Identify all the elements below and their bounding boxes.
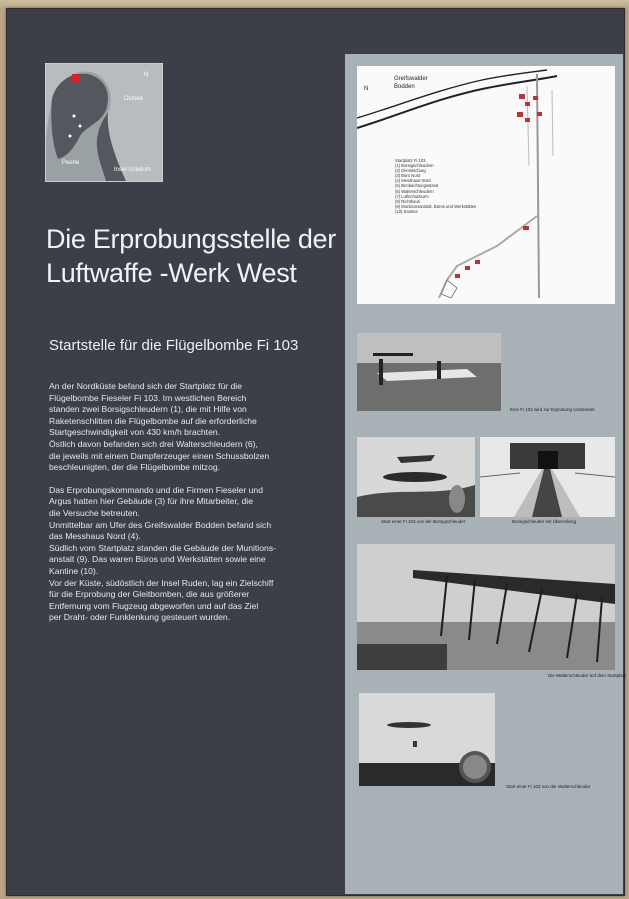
photo-caption: Borsigschleuder mit Überrollung bbox=[512, 519, 577, 524]
body-line: Entfernung vom Flugzeug abgeworfen und auf das Ziel bbox=[49, 600, 259, 611]
body-line: An der Nordküste befand sich der Startplatz für die bbox=[49, 381, 242, 391]
body-line: Östlich davon befanden sich drei Walterschleudern (6), bbox=[49, 438, 258, 449]
photo-caption: Die Walterschleuder auf dem Startplatz bbox=[548, 673, 627, 678]
body-line: die Versuche betreuten. bbox=[49, 507, 140, 518]
photo-caption: Eine Fi 103 wird zur Erprobung vorbereitet bbox=[510, 407, 595, 412]
body-line: Raketenschlitten die Flügelbombe auf die erforderliche bbox=[49, 415, 257, 426]
body-line: beschleunigten, der die Flügelbombe mitzog. bbox=[49, 462, 221, 473]
map-label-river: Peene bbox=[62, 160, 80, 166]
body-line: für die Erprobung der Gleitbomben, die aus größerer bbox=[49, 589, 250, 600]
north-marker: N bbox=[144, 72, 149, 78]
legend-item: (6) Walterschleudern bbox=[395, 188, 434, 194]
body-line: anstalt (9). Das waren Büros und Werkstätten sowie eine bbox=[49, 554, 266, 565]
body-line: Startgeschwindigkeit von 430 km/h brachten. bbox=[49, 427, 221, 438]
body-line: Das Erprobungskommando und die Firmen Fieseler und bbox=[49, 484, 263, 495]
photo-borsig-catapult bbox=[480, 437, 615, 517]
site-plan-map bbox=[357, 66, 615, 304]
legend-item: (5) Beobachtungsstand bbox=[395, 183, 439, 189]
plan-water-label-1: Greifswalder bbox=[394, 76, 428, 82]
legend-item: Startplatz Fi 103 bbox=[395, 158, 426, 163]
title-line-2: Luftwaffe -Werk West bbox=[46, 258, 297, 288]
legend-item: (4) Messhaus Nord bbox=[395, 178, 431, 184]
body-line: Vor der Küste, südöstlich der Insel Ruden, lag ein Zielschiff bbox=[49, 577, 274, 588]
legend-item: (10) Kantine bbox=[395, 208, 418, 214]
legend-item: (3) Büro Nord bbox=[395, 173, 421, 179]
map-label-sea: Ostsee bbox=[124, 96, 144, 102]
body-line: das Messhaus Nord (4). bbox=[49, 531, 141, 542]
plan-water-label-2: Bodden bbox=[394, 84, 415, 90]
body-line: Südlich vom Startplatz standen die Gebäude der Munitions- bbox=[49, 542, 276, 553]
body-line: per Draht- oder Funklenkung gesteuert wurden. bbox=[49, 612, 231, 623]
site-plan-legend bbox=[395, 158, 476, 214]
body-line: Kantine (10). bbox=[49, 565, 99, 576]
body-line: Unmittelbar am Ufer des Greifswalder Bodden befand sich bbox=[49, 519, 272, 530]
title-line-1: Die Erprobungsstelle der bbox=[46, 224, 336, 254]
legend-item: (2) Dienstschurg bbox=[395, 168, 426, 174]
photo-caption: Start einer Fi 103 von der Borsigschleuder bbox=[381, 519, 466, 524]
plan-north-marker: N bbox=[364, 86, 369, 92]
legend-item: (8) Richthaus bbox=[395, 198, 420, 204]
photo-fi103-preparation bbox=[357, 333, 501, 411]
map-label-island: Insel Usedom bbox=[114, 167, 151, 173]
body-text bbox=[49, 381, 339, 624]
inset-location-map bbox=[45, 63, 163, 182]
legend-item: (1) Borsigschleudern bbox=[395, 163, 434, 169]
photo-borsig-launch bbox=[357, 437, 475, 517]
photo-walter-catapult bbox=[357, 544, 615, 670]
photo-caption: Start einer Fi 103 von der Walterschleuder bbox=[506, 784, 591, 789]
legend-item: (9) Munitionsanstalt, Büros und Werkstätten bbox=[395, 203, 477, 209]
section-subtitle: Startstelle für die Flügelbombe Fi 103 bbox=[49, 337, 299, 354]
body-line: Argus hatten hier Gebäude (3) für ihre Mitarbeiter, die bbox=[49, 496, 253, 507]
body-line: standen zwei Borsigschleudern (1), die mit Hilfe von bbox=[49, 404, 247, 415]
photo-walter-launch bbox=[359, 693, 495, 786]
body-line: die jeweils mit einem Dampferzeuger einen Schussbolzen bbox=[49, 450, 270, 461]
body-line: Flügelbombe Fieseler Fi 103. Im westlichen Bereich bbox=[49, 392, 247, 403]
page-title bbox=[46, 222, 346, 290]
legend-item: (7) Luftschutzturm bbox=[395, 193, 429, 199]
